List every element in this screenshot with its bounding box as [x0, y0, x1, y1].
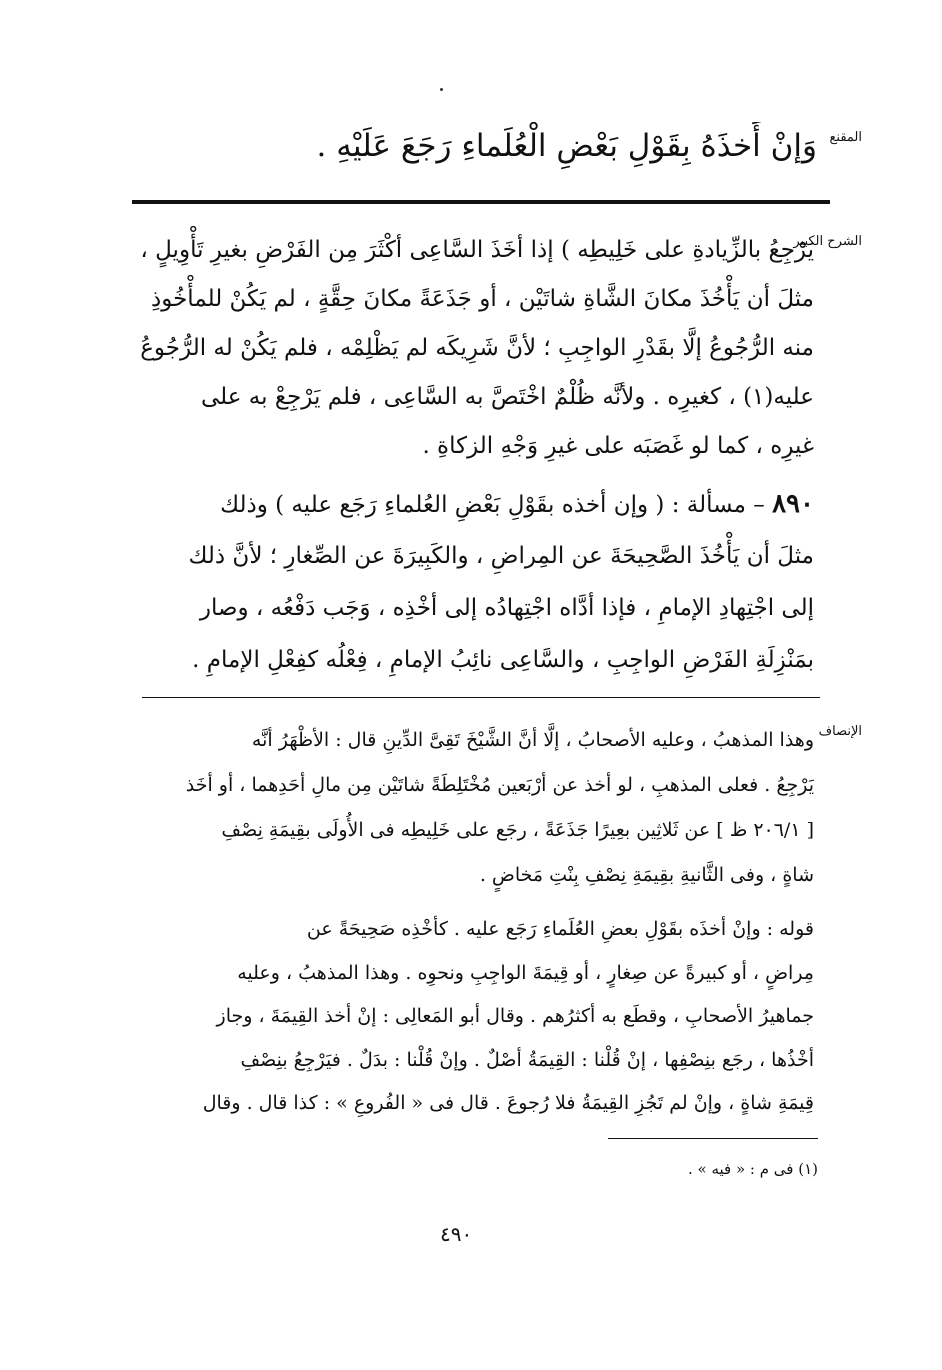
- sharh-kabir-text: [132, 226, 814, 471]
- footnote-divider: [608, 1138, 818, 1139]
- insaf-line: شاةٍ ، وفى الثَّانيةِ بقِيمَةِ نِصْفِ بِنْتِ مَخاضٍ .: [479, 864, 814, 886]
- section-divider-thin: [142, 697, 820, 698]
- insaf-line: [ ٢٠٦/١ ظ ] عن ثَلاثِين بعِيرًا جَذَعَةً ، رجَع على خَلِيطِه فى الأُولَى بقِيمَةِ نِصْفِ: [221, 819, 814, 841]
- qawluhu-line: أخْذُها ، رجَع بنِصْفِها ، إنْ قُلْنا : القِيمَةُ أصْلٌ . وإنْ قُلْنا : بدَلٌ . فيَرْجِعُ بنِصْفِ: [240, 1048, 814, 1071]
- masala-line: بمَنْزِلَةِ الفَرْضِ الواجِبِ ، والسَّاعِى نائِبُ الإمامِ ، فِعْلُه كفِعْلِ الإمامِ .: [192, 647, 814, 673]
- section-divider-thick: [132, 200, 830, 204]
- qawluhu-line: قوله : وإنْ أخذَه بقَوْلِ بعضِ العُلَماءِ رَجَع عليه . كأخْذِه صَحِيحَةً عن: [306, 918, 814, 940]
- scan-dot: [440, 88, 443, 91]
- muqni-line: وَإنْ أَخذَهُ بِقَوْلِ بَعْضِ الْعُلَماءِ رَجَعَ عَلَيْهِ .: [316, 128, 817, 164]
- footnote: (١) فى م : « فيه » .: [687, 1160, 818, 1178]
- masala-text: [132, 478, 814, 686]
- sharh-line: يَرْجِعُ بالزِّيادةِ على خَلِيطِه ) إذا أخَذَ السَّاعِى أكْثَرَ مِن الفَرْضِ بغيرِ تَأْوِيلٍ ،: [140, 237, 814, 263]
- qawluhu-line: جماهيرُ الأصحابِ ، وقطَع به أكثرُهم . وقال أبو المَعالِى : إنْ أخذ القِيمَةَ ، وجاز: [216, 1005, 814, 1027]
- sharh-kabir-section-label: الشرح الكبير: [793, 234, 862, 249]
- masala-heading: – مسألة : ( وإن أخذه بقَوْلِ بَعْضِ العُلماءِ رَجَع عليه ) وذلك: [220, 492, 765, 518]
- qawluhu-line: قِيمَةِ شاةٍ ، وإنْ لم تَجُزِ القِيمَةُ فلا رُجوعَ . قال فى « الفُروعِ » : كذا قال . وقال: [202, 1092, 814, 1114]
- insaf-text: [126, 718, 814, 898]
- muqni-section-label: المقنع: [829, 130, 862, 145]
- insaf-line: وهذا المذهبُ ، وعليه الأصحابُ ، إلَّا أنَّ الشَّيْخَ تَقِىَّ الدِّينِ قال : الأظْهَرُ أنَّه: [251, 729, 814, 751]
- masala-line: مثلَ أن يَأْخُذَ الصَّحِيحَةَ عن المِراضِ ، والكَبِيرَةَ عن الصِّغارِ ؛ لأنَّ ذلك: [188, 543, 814, 569]
- masala-line: إلى اجْتِهادِ الإمامِ ، فإذا أدَّاه اجْتِهادُه إلى أخْذِه ، وَجَب دَفْعُه ، وصار: [199, 595, 814, 621]
- insaf-section-label: الإنصاف: [818, 724, 862, 739]
- masala-line: [132, 478, 814, 530]
- sharh-line: منه الرُّجُوعُ إلَّا بقَدْرِ الواجِبِ ؛ لأنَّ شَرِيكَه لم يَظْلِمْه ، فلم يَكُنْ له الرُّجُوعُ: [140, 335, 814, 361]
- muqni-text: [297, 122, 817, 170]
- qawluhu-line: مِراضٍ ، أو كبيرةً عن صِغارٍ ، أو قِيمَةَ الواجِبِ ونحوِه . وهذا المذهبُ ، وعليه: [237, 961, 814, 984]
- page-number: ٤٩٠: [440, 1222, 473, 1246]
- sharh-line: غيرِه ، كما لو غَصَبَه على غيرِ وَجْهِ الزكاةِ .: [422, 433, 814, 459]
- masala-number: ٨٩٠: [772, 489, 814, 519]
- qawluhu-text: [126, 908, 814, 1126]
- insaf-line: يَرْجِعُ . فعلى المذهبِ ، لو أخذ عن أرْبَعين مُخْتَلِطَةً شاتَيْن مِن مالِ أحَدِهما ، أو أخَذ: [185, 774, 814, 796]
- sharh-line: عليه(١) ، كغيرِه . ولأنَّه ظُلْمٌ اخْتَصَّ به السَّاعِى ، فلم يَرْجِعْ به على: [200, 384, 814, 410]
- sharh-line: مثلَ أن يَأْخُذَ مكانَ الشَّاةِ شاتَيْن ، أو جَذَعَةً مكانَ حِقَّةٍ ، لم يَكُنْ للمأْخُوذِ: [150, 286, 814, 312]
